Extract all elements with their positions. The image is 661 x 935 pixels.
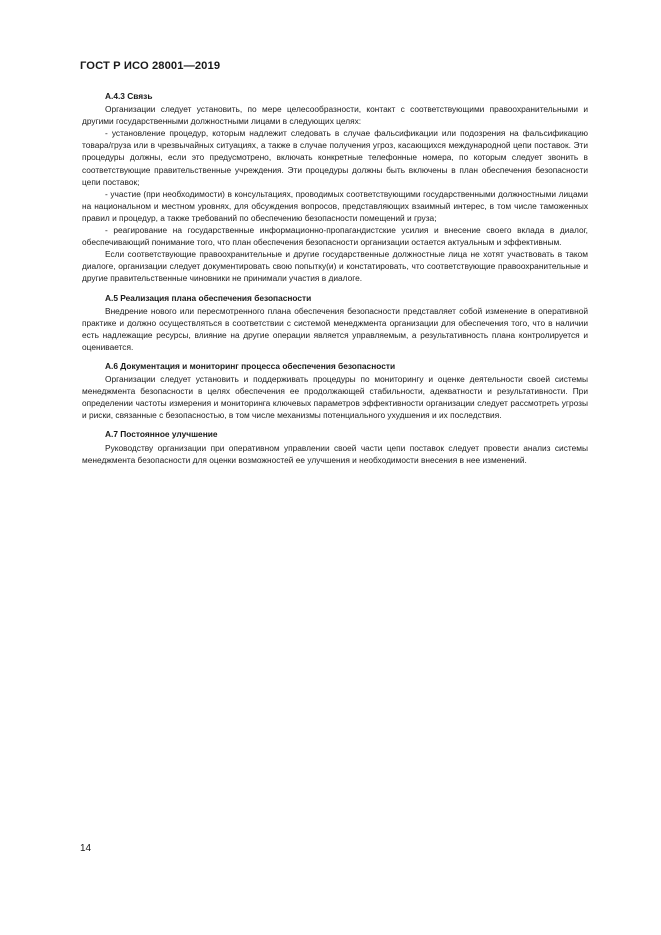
paragraph: Организации следует установить и поддерживать процедуры по мониторингу и оценке деятельности своей системы менеджмента безопасности в целях обеспечения ее продолжающей стабильности, адекватности и результативности. При определении частоты измерения и мониторинга ключевых параметров эффективности организации следует рассмотреть угрозы и риски, связанные с безопасностью, в том числе механизмы потенциального ухудшения и их последствия.	[82, 374, 588, 421]
paragraph: Организации следует установить, по мере целесообразности, контакт с соответствующими правоохранительными и другими государственными должностными лицами в следующих целях:	[82, 104, 588, 127]
section-heading-a7: А.7 Постоянное улучшение	[105, 429, 218, 440]
section-heading-a6: А.6 Документация и мониторинг процесса обеспечения безопасности	[105, 360, 396, 371]
paragraph: Если соответствующие правоохранительные и другие государственные должностные лица не хотят участвовать в таком диалоге, организации следует документировать свою попытку(и) и констатировать, что соответствующие правоохранительные и другие правительственные чиновники не принимали участия в диалоге.	[82, 249, 588, 284]
section-heading-a43: А.4.3 Связь	[105, 91, 153, 101]
document-header: ГОСТ Р ИСО 28001—2019	[80, 60, 221, 72]
list-item: - реагирование на государственные информационно-пропагандистские усилия и внесение своего вклада в диалог, обеспечивающий понимание того, что план обеспечения безопасности организации остается актуальным и эффективным.	[82, 225, 588, 248]
paragraph: Внедрение нового или пересмотренного плана обеспечения безопасности представляет собой изменение в оперативной практике и должно осуществляться в соответствии с системой менеджмента организации для обеспечения того, что в наличии есть надлежащие ресурсы, влияние на другие операции является управляемым, а результативность плана контролируется и оценивается.	[82, 305, 588, 352]
list-item: - установление процедур, которым надлежит следовать в случае фальсификации или подозрения на фальсификацию товара/груза или в чрезвычайных ситуациях, а также в случае получения угроз, касающихся международной цепи поставок. Эти процедуры должны, если это предусмотрено, включать конкретные телефонные номера, по которым следует звонить в соответствующие правительственные учреждения. Эти процедуры должны быть включены в план обеспечения безопасности цепи поставок;	[82, 128, 588, 187]
paragraph: Руководству организации при оперативном управлении своей части цепи поставок следует провести анализ системы менеджмента безопасности для оценки возможностей ее улучшения и необходимости внесения в нее изменений.	[82, 442, 588, 465]
document-body	[82, 90, 588, 466]
page-number: 14	[80, 843, 92, 854]
section-heading-a5: А.5 Реализация плана обеспечения безопасности	[105, 292, 312, 303]
list-item: - участие (при необходимости) в консультациях, проводимых соответствующими государственными должностными лицами на национальном и местном уровнях, для обсуждения вопросов, представляющих взаимный интерес, в том числе таможенных правил и процедур, а также требований по обеспечению безопасности помещений и груза;	[82, 188, 588, 223]
